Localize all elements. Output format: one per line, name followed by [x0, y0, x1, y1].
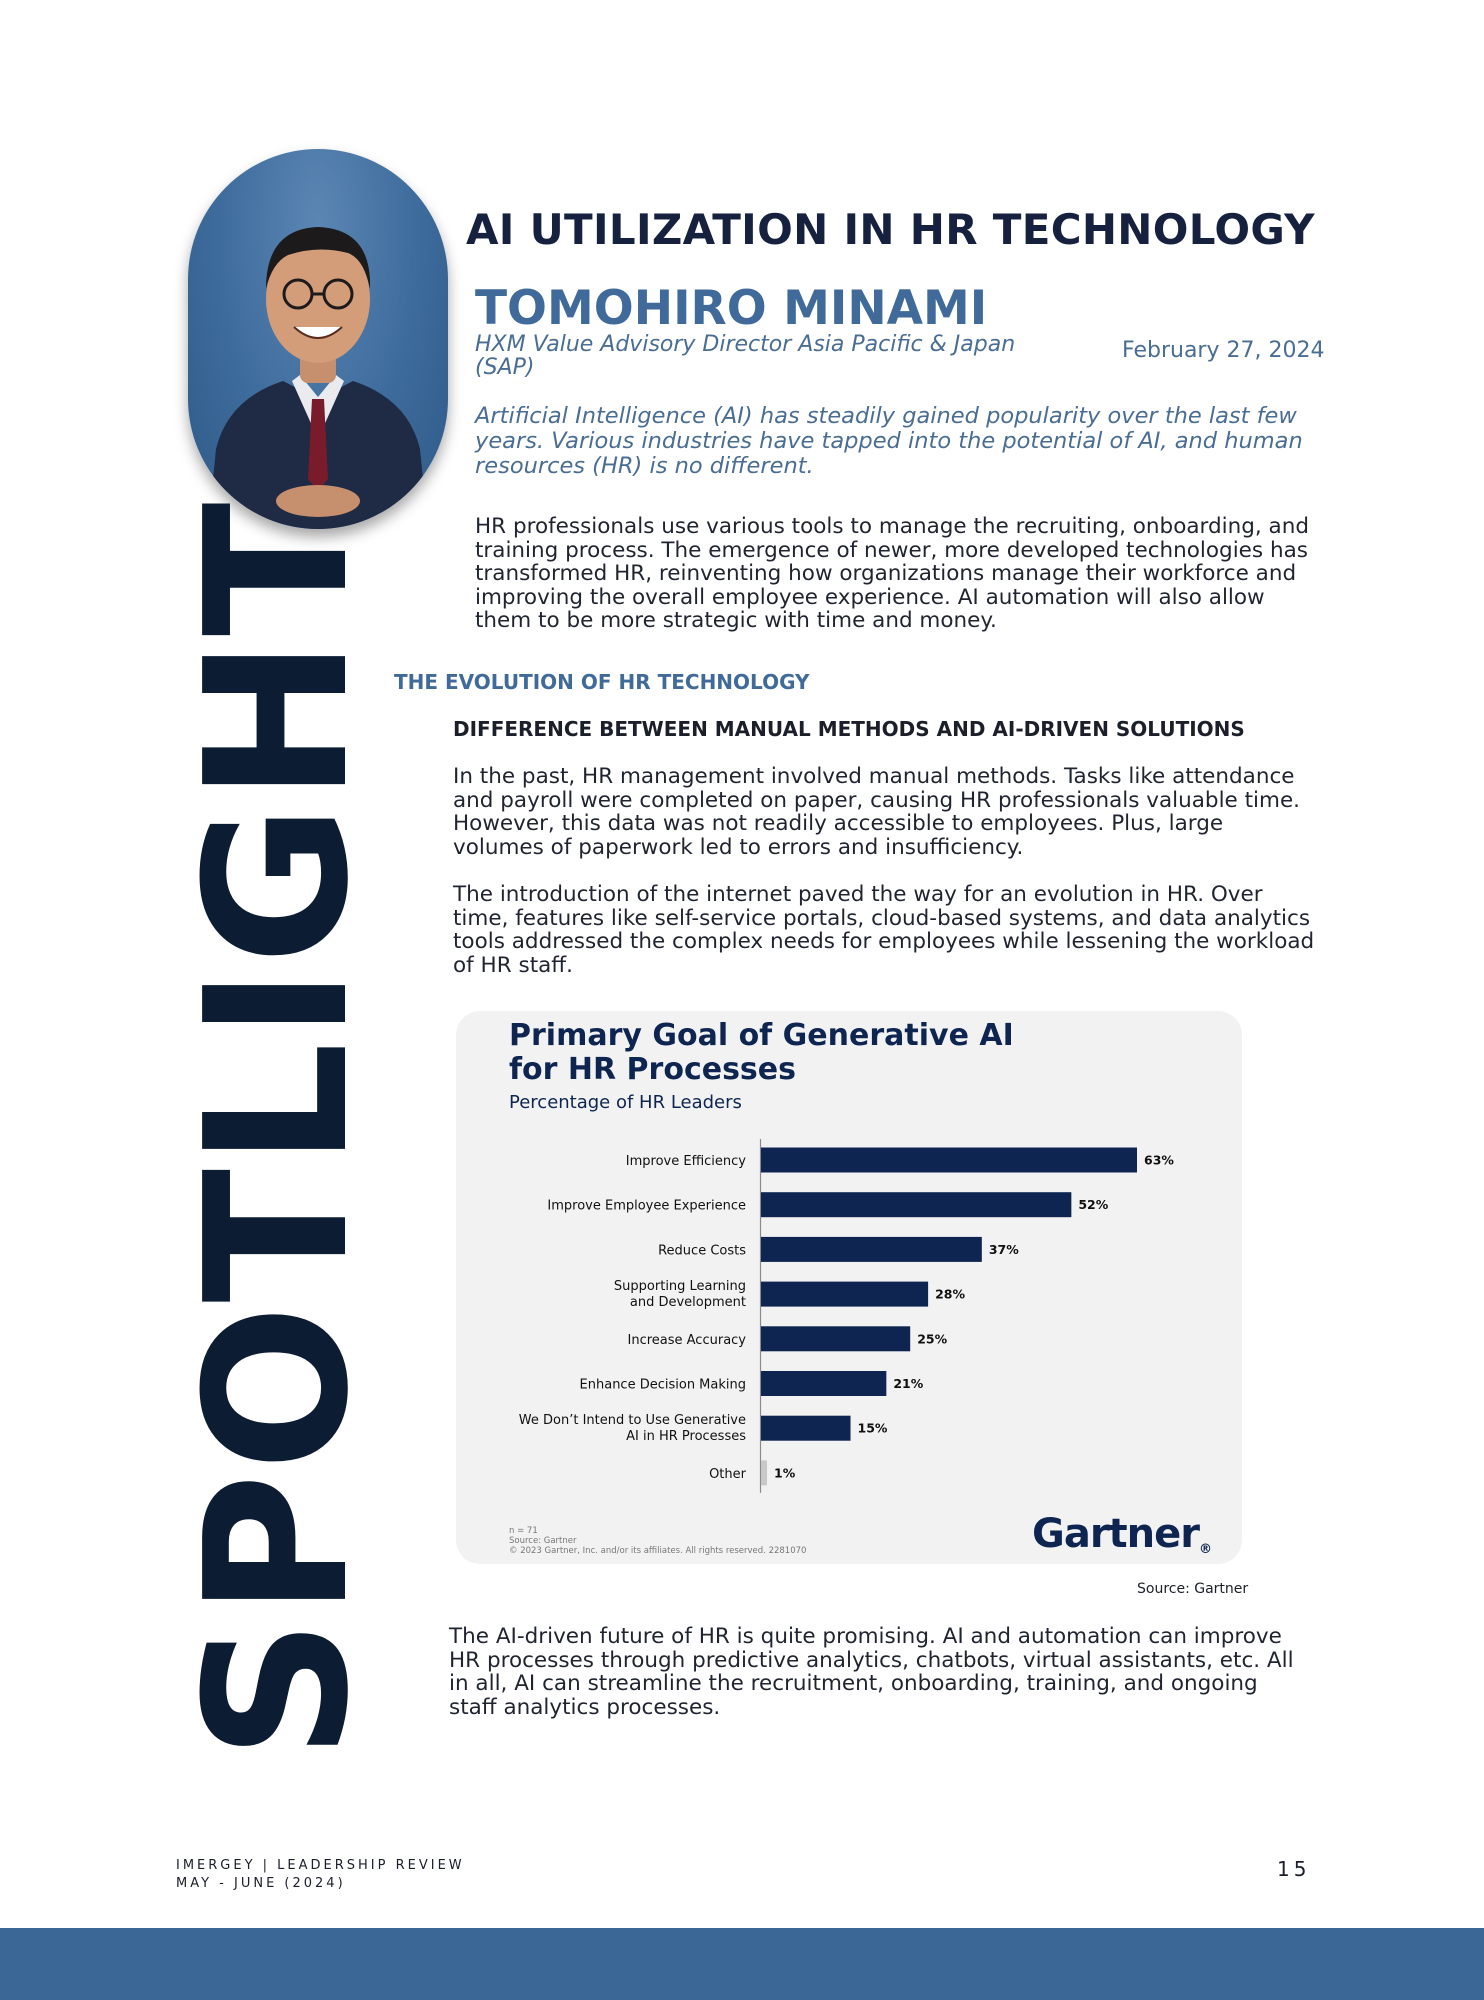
chart-category-label: Enhance Decision Making — [579, 1377, 746, 1393]
chart-source-caption: Source: Gartner — [1137, 1581, 1249, 1597]
chart-note-source: Source: Gartner — [509, 1536, 577, 1546]
chart-value-label: 52% — [1078, 1197, 1109, 1213]
registered-mark: ® — [1199, 1542, 1212, 1557]
spotlight-vertical-heading: SPOTLIGHT — [164, 500, 392, 1760]
bar-chart — [456, 1011, 1242, 1564]
article-lead: Artificial Intelligence (AI) has steadily gained popularity over the last few years. Various industries have tapped into the potential of AI, and human resources (HR) is no different. — [475, 403, 1303, 479]
chart-category-label: Reduce Costs — [658, 1243, 746, 1259]
chart-category-label: Improve Efficiency — [625, 1154, 746, 1169]
chart-notes — [509, 1526, 806, 1556]
article-date: February 27, 2024 — [1122, 338, 1325, 363]
gartner-logo-text: Gartner — [1032, 1511, 1200, 1557]
chart-value-label: 63% — [1144, 1152, 1174, 1168]
chart-category-label: Other — [709, 1466, 746, 1482]
chart-value-label: 37% — [988, 1241, 1019, 1257]
chart-bar — [761, 1148, 1137, 1173]
page-number: 15 — [1277, 1857, 1311, 1881]
author-name: TOMOHIRO MINAMI — [475, 281, 988, 336]
closing-paragraph: The AI-driven future of HR is quite promising. AI and automation can improve HR processes through predictive analytics, chatbots, virtual assistants, etc. All in all, AI can streamline the recruitment, onboarding, training, and ongoing staff analytics processes. — [449, 1624, 1294, 1720]
chart-value-label: 28% — [935, 1286, 966, 1302]
body-paragraph-2: The introduction of the internet paved the way for an evolution in HR. Over time, features like self-service portals, cloud-based systems, and data analytics tools addressed the complex needs for employees while lessening the workload of HR staff. — [453, 882, 1315, 978]
chart-category-label: Supporting Learning — [613, 1279, 746, 1295]
section-heading: THE EVOLUTION OF HR TECHNOLOGY — [394, 670, 810, 694]
chart-subtitle: Percentage of HR Leaders — [509, 1092, 742, 1113]
chart-value-label: 15% — [857, 1420, 888, 1436]
publication-issue: MAY - JUNE (2024) — [176, 1876, 346, 1891]
intro-paragraph: HR professionals use various tools to manage the recruiting, onboarding, and training process. The emergence of newer, more developed technologies has transformed HR, reinventing how organizations manage their workforce and improving the overall employee experience. AI automation will also allow them to be more strategic with time and money. — [475, 514, 1310, 633]
subsection-heading: DIFFERENCE BETWEEN MANUAL METHODS AND AI-DRIVEN SOLUTIONS — [453, 717, 1245, 741]
chart-category-label: and Development — [629, 1295, 746, 1311]
chart-category-label: Increase Accuracy — [627, 1332, 746, 1348]
author-portrait — [188, 149, 448, 529]
chart-category-label: We Don’t Intend to Use Generative — [518, 1413, 746, 1429]
footer-publication — [176, 1857, 465, 1893]
chart-bar — [761, 1282, 928, 1307]
chart-title: Primary Goal of Generative AI for HR Processes — [509, 1018, 1014, 1087]
chart-value-label: 1% — [774, 1465, 796, 1481]
chart-bar — [761, 1416, 851, 1441]
article-headline: AI UTILIZATION IN HR TECHNOLOGY — [466, 205, 1315, 254]
publication-name: IMERGEY | LEADERSHIP REVIEW — [176, 1858, 465, 1873]
chart-bar — [761, 1371, 886, 1396]
chart-category-label: Improve Employee Experience — [547, 1198, 746, 1214]
chart-value-label: 21% — [893, 1376, 924, 1391]
chart-bar — [761, 1326, 910, 1351]
chart-note-copyright: © 2023 Gartner, Inc. and/or its affiliates. All rights reserved. 2281070 — [509, 1546, 807, 1556]
chart-bar — [761, 1192, 1071, 1217]
gartner-logo — [1032, 1511, 1211, 1557]
person-illustration — [188, 149, 448, 529]
bottom-band — [0, 1928, 1484, 2000]
chart-card — [456, 1011, 1242, 1564]
chart-note-sample: n = 71 — [509, 1526, 538, 1536]
chart-category-label: AI in HR Processes — [626, 1429, 746, 1445]
author-role: HXM Value Advisory Director Asia Pacific & Japan (SAP) — [475, 332, 1016, 380]
chart-value-label: 25% — [917, 1331, 948, 1347]
chart-bar — [761, 1237, 982, 1262]
body-paragraph-1: In the past, HR management involved manual methods. Tasks like attendance and payroll were completed on paper, causing HR professionals valuable time. However, this data was not readily accessible to employees. Plus, large volumes of paperwork led to errors and insufficiency. — [453, 764, 1301, 860]
chart-bar — [761, 1460, 767, 1485]
